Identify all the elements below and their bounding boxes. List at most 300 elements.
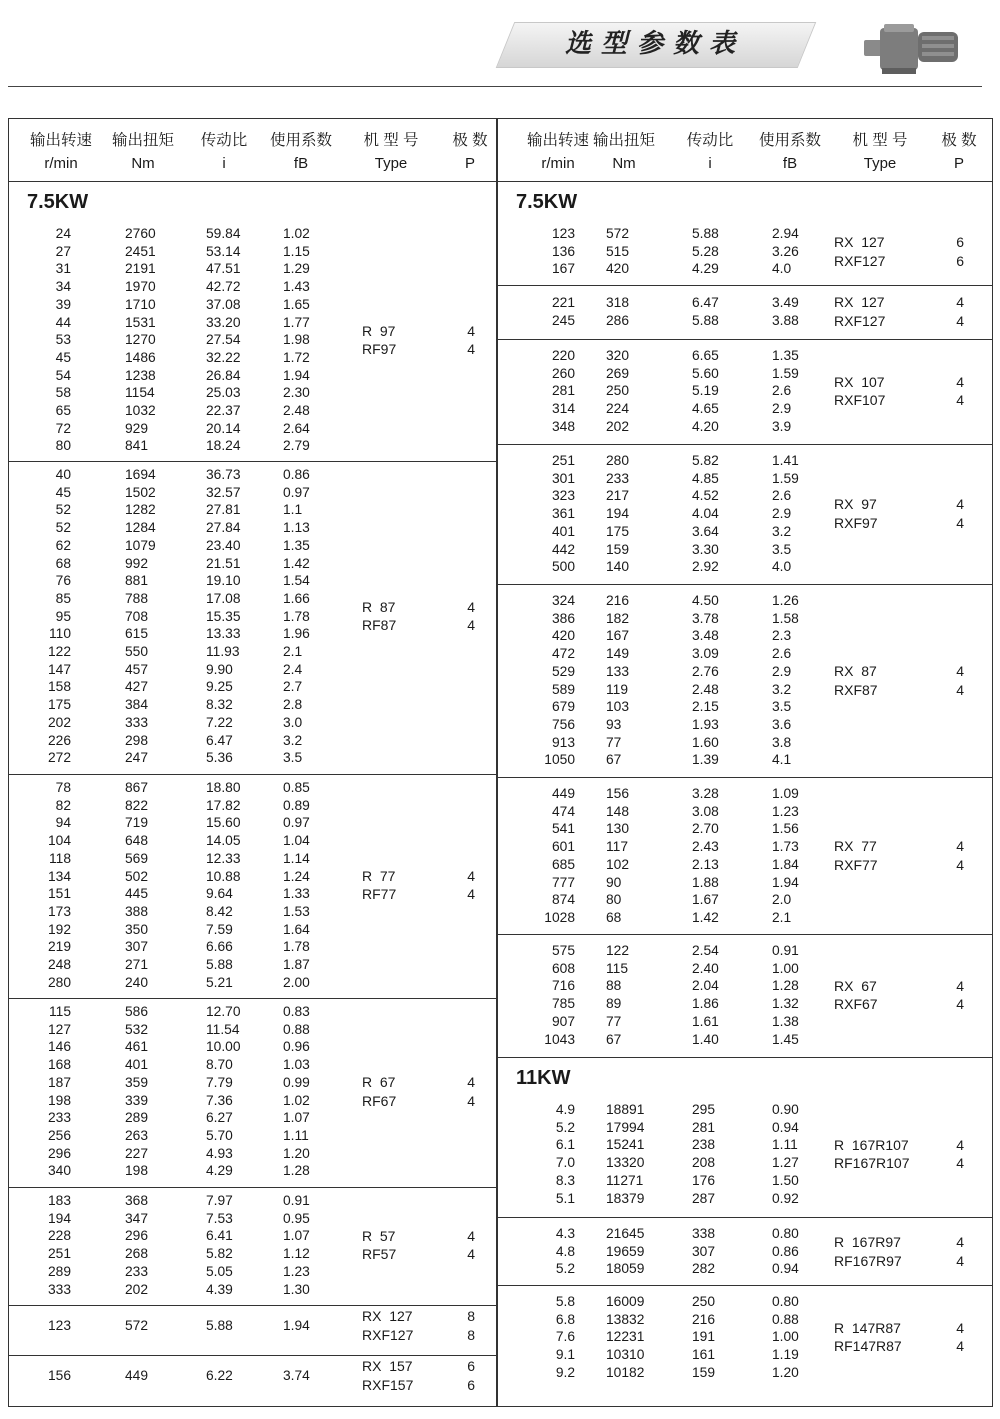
table-row	[498, 1328, 992, 1346]
cell-ratio: 6.66	[206, 939, 233, 955]
model-type	[362, 1357, 413, 1394]
model-type-line: RX 127	[834, 294, 885, 311]
cell-ratio: 2.13	[692, 856, 719, 872]
cell-torque: 216	[606, 593, 630, 608]
cell-ratio: 5.05	[206, 1263, 233, 1279]
cell-factor: 2.94	[772, 226, 799, 241]
cell-torque: 122	[606, 943, 630, 958]
table-row	[9, 225, 496, 243]
cell-ratio: 8.42	[206, 903, 233, 919]
cell-ratio: 6.47	[692, 295, 719, 310]
cell-factor: 1.54	[283, 573, 310, 589]
pole-count	[934, 373, 964, 410]
cell-torque: 350	[125, 921, 149, 937]
cell-factor: 2.64	[283, 420, 310, 436]
cell-torque: 88	[606, 978, 622, 994]
cell-factor: 1.26	[772, 593, 799, 608]
pole-count-line: 4	[956, 373, 964, 390]
model-type	[362, 1307, 413, 1344]
model-group	[498, 777, 992, 935]
cell-ratio: 19.10	[206, 573, 241, 589]
model-group	[9, 181, 496, 462]
model-type	[834, 1136, 910, 1173]
cell-ratio: 3.64	[692, 523, 719, 539]
cell-torque: 388	[125, 903, 149, 919]
cell-ratio: 161	[692, 1347, 716, 1363]
cell-torque: 1154	[125, 385, 155, 401]
cell-speed: 168	[47, 1057, 71, 1073]
header-type-unit: Type	[863, 155, 897, 172]
cell-torque: 159	[606, 541, 630, 557]
cell-factor: 1.29	[283, 261, 310, 277]
cell-factor: 0.83	[283, 1004, 310, 1019]
table-row	[9, 608, 496, 626]
cell-speed: 5.2	[555, 1119, 575, 1135]
cell-speed: 608	[551, 960, 575, 976]
cell-torque: 16009	[606, 1294, 645, 1309]
cell-factor: 0.99	[283, 1074, 310, 1090]
cell-speed: 31	[55, 261, 71, 277]
model-type	[362, 598, 396, 635]
table-row	[9, 1038, 496, 1056]
cell-factor: 0.86	[772, 1243, 799, 1259]
cell-factor: 1.41	[772, 453, 799, 468]
cell-torque: 67	[606, 752, 622, 768]
cell-ratio: 6.47	[206, 732, 233, 748]
cell-speed: 226	[47, 732, 71, 748]
cell-factor: 1.04	[283, 833, 310, 849]
cell-speed: 361	[551, 506, 575, 522]
pole-count	[445, 322, 475, 359]
table-row	[498, 523, 992, 541]
model-group	[9, 461, 496, 775]
table-row	[498, 663, 992, 681]
cell-factor: 4.0	[772, 559, 792, 575]
table-row	[9, 1127, 496, 1145]
cell-speed: 187	[47, 1074, 71, 1090]
cell-speed: 7.6	[555, 1329, 575, 1345]
cell-speed: 115	[49, 1004, 71, 1019]
table-row	[9, 661, 496, 679]
cell-speed: 245	[551, 312, 575, 328]
cell-torque: 1270	[125, 332, 156, 348]
table-row	[498, 312, 992, 330]
cell-ratio: 2.15	[692, 699, 719, 715]
cell-torque: 21645	[606, 1226, 645, 1241]
cell-torque: 250	[606, 383, 630, 399]
pole-count-line: 6	[956, 252, 964, 269]
cell-factor: 0.88	[772, 1311, 799, 1327]
cell-factor: 1.30	[283, 1281, 310, 1297]
table-row	[498, 751, 992, 769]
cell-ratio: 3.09	[692, 646, 719, 662]
cell-ratio: 27.54	[206, 332, 241, 348]
cell-ratio: 13.33	[206, 626, 241, 642]
cell-ratio: 36.73	[206, 467, 241, 482]
cell-factor: 1.23	[772, 803, 799, 819]
cell-factor: 1.32	[772, 996, 799, 1012]
cell-speed: 6.8	[555, 1311, 575, 1327]
model-group	[9, 1305, 496, 1356]
model-type-line: RF67	[362, 1092, 397, 1109]
table-row	[498, 541, 992, 559]
cell-factor: 3.5	[772, 541, 792, 557]
table-row	[9, 243, 496, 261]
table-row	[498, 1101, 992, 1119]
table-row	[9, 260, 496, 278]
cell-torque: 1710	[125, 296, 156, 312]
cell-ratio: 307	[692, 1243, 716, 1259]
cell-torque: 992	[125, 555, 149, 571]
table-row	[9, 437, 496, 455]
header-poles-unit: P	[953, 155, 964, 172]
cell-speed: 685	[551, 856, 575, 872]
model-group	[498, 1285, 992, 1408]
cell-torque: 202	[606, 418, 630, 434]
model-type	[362, 867, 396, 904]
cell-ratio: 26.84	[206, 367, 241, 383]
cell-torque: 233	[606, 470, 630, 486]
cell-factor: 1.24	[283, 868, 310, 884]
cell-factor: 3.6	[772, 716, 792, 732]
model-type-line: R 97	[362, 322, 396, 339]
cell-speed: 34	[55, 279, 71, 295]
model-type	[834, 837, 878, 874]
table-row	[498, 1260, 992, 1278]
header-poles-unit: P	[464, 155, 475, 172]
cell-factor: 1.27	[772, 1155, 799, 1171]
model-type-line: R 167R107	[834, 1136, 909, 1153]
pole-count-line: 4	[467, 341, 475, 358]
cell-torque: 615	[125, 626, 149, 642]
cell-factor: 1.14	[283, 850, 310, 866]
table-row	[498, 838, 992, 856]
cell-factor: 1.00	[772, 960, 799, 976]
cell-ratio: 208	[692, 1155, 716, 1171]
table-row	[9, 402, 496, 420]
pole-count-line: 6	[956, 234, 964, 251]
cell-ratio: 21.51	[206, 555, 241, 571]
cell-speed: 296	[47, 1145, 71, 1161]
cell-factor: 1.33	[283, 886, 310, 902]
pole-count-line: 4	[956, 1319, 964, 1336]
table-row	[498, 681, 992, 699]
cell-speed: 4.9	[555, 1102, 575, 1117]
cell-speed: 183	[47, 1193, 71, 1208]
cell-ratio: 2.48	[692, 681, 719, 697]
cell-torque: 867	[125, 780, 149, 795]
cell-speed: 8.3	[555, 1172, 575, 1188]
model-type-line: RX 127	[834, 234, 885, 251]
table-row	[9, 643, 496, 661]
cell-torque: 18379	[606, 1190, 645, 1206]
cell-factor: 0.96	[283, 1039, 310, 1055]
cell-torque: 2760	[125, 226, 156, 241]
banner-rule	[8, 86, 982, 87]
cell-speed: 134	[47, 868, 71, 884]
cell-torque: 841	[125, 438, 149, 454]
cell-speed: 62	[55, 537, 71, 553]
left-table	[8, 118, 497, 1407]
cell-ratio: 7.22	[206, 714, 233, 730]
cell-speed: 123	[551, 226, 575, 241]
cell-factor: 3.49	[772, 295, 799, 310]
cell-factor: 2.3	[772, 628, 792, 644]
cell-ratio: 5.82	[692, 453, 719, 468]
cell-torque: 320	[606, 348, 630, 363]
cell-speed: 5.2	[555, 1261, 575, 1277]
pole-count	[445, 598, 475, 635]
cell-ratio: 2.70	[692, 821, 719, 837]
cell-factor: 1.35	[772, 348, 799, 363]
cell-torque: 227	[125, 1145, 149, 1161]
model-type	[834, 662, 878, 699]
pole-count-line: 4	[956, 514, 964, 531]
cell-ratio: 11.93	[206, 644, 240, 659]
table-row	[498, 1311, 992, 1329]
cell-factor: 2.9	[772, 401, 792, 417]
cell-speed: 122	[47, 644, 71, 659]
model-type	[834, 293, 885, 330]
cell-torque: 822	[125, 797, 149, 813]
cell-torque: 15241	[606, 1137, 645, 1153]
cell-ratio: 3.08	[692, 803, 719, 819]
model-type-line: RF167R97	[834, 1252, 902, 1269]
header-speed-unit: r/min	[541, 155, 575, 172]
model-type-line: RX 87	[834, 663, 877, 679]
cell-ratio: 18.80	[206, 780, 241, 795]
cell-ratio: 2.04	[692, 978, 719, 994]
cell-torque: 457	[125, 661, 149, 677]
model-type-line: R 167R97	[834, 1234, 901, 1251]
cell-ratio: 176	[692, 1172, 716, 1188]
model-type-line: RXF157	[362, 1376, 414, 1393]
cell-factor: 1.94	[283, 367, 310, 383]
cell-ratio: 1.42	[692, 909, 719, 925]
cell-torque: 586	[125, 1004, 149, 1019]
cell-ratio: 4.50	[692, 593, 719, 608]
cell-torque: 13832	[606, 1311, 645, 1327]
cell-torque: 102	[606, 856, 630, 872]
cell-factor: 1.02	[283, 1092, 310, 1108]
cell-torque: 19659	[606, 1243, 645, 1259]
cell-torque: 133	[606, 663, 630, 679]
cell-speed: 529	[551, 663, 575, 679]
cell-factor: 1.07	[283, 1110, 310, 1126]
cell-ratio: 5.70	[206, 1127, 233, 1143]
cell-ratio: 2.43	[692, 839, 719, 855]
cell-speed: 314	[551, 401, 575, 417]
cell-factor: 1.59	[772, 470, 799, 486]
table-row	[9, 1210, 496, 1228]
cell-speed: 118	[49, 850, 71, 866]
cell-ratio: 3.78	[692, 610, 719, 626]
table-row	[9, 1056, 496, 1074]
pole-count-line: 4	[467, 1227, 475, 1244]
cell-ratio: 8.70	[206, 1057, 233, 1073]
cell-speed: 907	[551, 1013, 575, 1029]
cell-torque: 77	[606, 734, 622, 750]
cell-speed: 198	[47, 1092, 71, 1108]
table-row	[498, 734, 992, 752]
cell-factor: 4.0	[772, 261, 792, 277]
cell-factor: 1.07	[283, 1228, 310, 1244]
cell-ratio: 18.24	[206, 438, 241, 454]
cell-torque: 119	[606, 681, 628, 697]
cell-torque: 515	[606, 243, 630, 259]
table-row	[9, 1263, 496, 1281]
page-banner	[0, 0, 1000, 90]
table-row	[498, 347, 992, 365]
cell-ratio: 1.39	[692, 752, 719, 768]
table-row	[498, 995, 992, 1013]
cell-ratio: 22.37	[206, 403, 241, 418]
cell-factor: 0.95	[283, 1210, 310, 1226]
cell-ratio: 12.70	[206, 1004, 241, 1019]
cell-ratio: 7.53	[206, 1210, 233, 1226]
pole-count-line: 4	[956, 838, 964, 855]
model-group	[498, 1057, 992, 1218]
cell-factor: 0.89	[283, 797, 310, 813]
cell-factor: 0.97	[283, 484, 310, 500]
model-type-line: RF77	[362, 886, 397, 903]
table-row	[498, 470, 992, 488]
cell-speed: 219	[47, 939, 71, 955]
cell-factor: 2.00	[283, 974, 310, 990]
cell-torque: 68	[606, 909, 622, 925]
right-table	[497, 118, 993, 1407]
table-row	[9, 974, 496, 992]
cell-factor: 0.94	[772, 1261, 799, 1277]
cell-factor: 0.80	[772, 1294, 799, 1309]
table-row	[498, 505, 992, 523]
table-row	[498, 909, 992, 927]
pole-count-line: 4	[467, 1092, 475, 1109]
table-row	[498, 803, 992, 821]
cell-torque: 881	[125, 573, 149, 589]
cell-ratio: 10.88	[206, 868, 241, 884]
cell-factor: 1.35	[283, 537, 310, 553]
cell-factor: 4.1	[772, 752, 792, 768]
table-row	[9, 625, 496, 643]
cell-speed: 9.1	[555, 1347, 575, 1363]
cell-torque: 569	[125, 850, 149, 866]
model-type-line: RXF127	[834, 312, 886, 329]
pole-count-line: 4	[956, 996, 964, 1013]
cell-factor: 0.91	[283, 1193, 310, 1208]
table-row	[9, 1074, 496, 1092]
cell-speed: 281	[551, 383, 575, 399]
cell-torque: 502	[125, 868, 149, 884]
cell-speed: 4.3	[555, 1226, 575, 1241]
cell-speed: 110	[49, 626, 71, 642]
table-row	[9, 696, 496, 714]
cell-torque: 648	[125, 833, 149, 849]
cell-ratio: 7.97	[206, 1193, 233, 1208]
cell-ratio: 25.03	[206, 385, 241, 401]
cell-speed: 72	[55, 420, 71, 436]
model-group	[498, 934, 992, 1058]
cell-ratio: 27.81	[206, 502, 241, 518]
cell-factor: 1.64	[283, 921, 310, 937]
table-row	[498, 400, 992, 418]
cell-speed: 58	[55, 385, 71, 401]
pole-count	[445, 1307, 475, 1344]
table-row	[9, 956, 496, 974]
table-row	[9, 1162, 496, 1180]
power-section-title: 11KW	[516, 1067, 571, 1089]
cell-speed: 27	[55, 243, 71, 259]
cell-factor: 1.96	[283, 626, 310, 642]
cell-ratio: 250	[692, 1294, 716, 1309]
table-row	[498, 610, 992, 628]
cell-ratio: 4.85	[692, 470, 719, 486]
cell-speed: 442	[551, 541, 575, 557]
pole-count-line: 4	[956, 663, 964, 679]
cell-speed: 874	[551, 892, 575, 908]
cell-ratio: 15.35	[206, 608, 241, 624]
table-row	[498, 874, 992, 892]
header-torque-label: 输出扭矩	[111, 132, 174, 149]
header-ratio-unit: i	[222, 155, 226, 172]
cell-factor: 2.48	[283, 403, 310, 418]
pole-count-line: 4	[956, 496, 964, 513]
cell-ratio: 7.36	[206, 1092, 233, 1108]
cell-speed: 260	[551, 365, 575, 381]
cell-factor: 2.1	[772, 909, 792, 925]
model-type-line: RX 107	[834, 373, 885, 390]
table-row	[9, 678, 496, 696]
model-type-line: RXF77	[834, 856, 878, 873]
cell-torque: 1694	[125, 467, 156, 482]
cell-factor: 1.23	[283, 1263, 310, 1279]
cell-speed: 575	[551, 943, 575, 958]
cell-speed: 202	[47, 714, 71, 730]
cell-ratio: 14.05	[206, 833, 241, 849]
table-row	[9, 714, 496, 732]
cell-torque: 93	[606, 716, 622, 732]
cell-torque: 929	[125, 420, 149, 436]
cell-factor: 1.11	[772, 1137, 798, 1153]
pole-count	[934, 837, 964, 874]
pole-count-line: 4	[956, 977, 964, 994]
cell-factor: 3.2	[772, 523, 792, 539]
cell-torque: 175	[606, 523, 630, 539]
cell-speed: 777	[551, 874, 575, 890]
cell-factor: 1.73	[772, 839, 799, 855]
pole-count	[445, 1073, 475, 1110]
table-row	[498, 1013, 992, 1031]
model-type-line: RX 67	[834, 977, 877, 994]
cell-speed: 251	[47, 1246, 71, 1262]
table-row	[498, 418, 992, 436]
model-type-line: RF167R107	[834, 1155, 910, 1172]
cell-speed: 228	[47, 1228, 71, 1244]
cell-speed: 420	[551, 628, 575, 644]
cell-ratio: 9.25	[206, 679, 233, 695]
cell-factor: 1.87	[283, 957, 310, 972]
cell-ratio: 2.92	[692, 559, 719, 575]
cell-factor: 1.28	[772, 978, 799, 994]
model-type	[834, 495, 878, 532]
cell-factor: 1.42	[283, 555, 310, 571]
cell-ratio: 2.40	[692, 960, 719, 976]
cell-speed: 913	[551, 734, 575, 750]
cell-torque: 572	[606, 226, 630, 241]
table-row	[9, 314, 496, 332]
cell-factor: 1.12	[283, 1246, 310, 1262]
pole-count-line: 4	[956, 1234, 964, 1251]
